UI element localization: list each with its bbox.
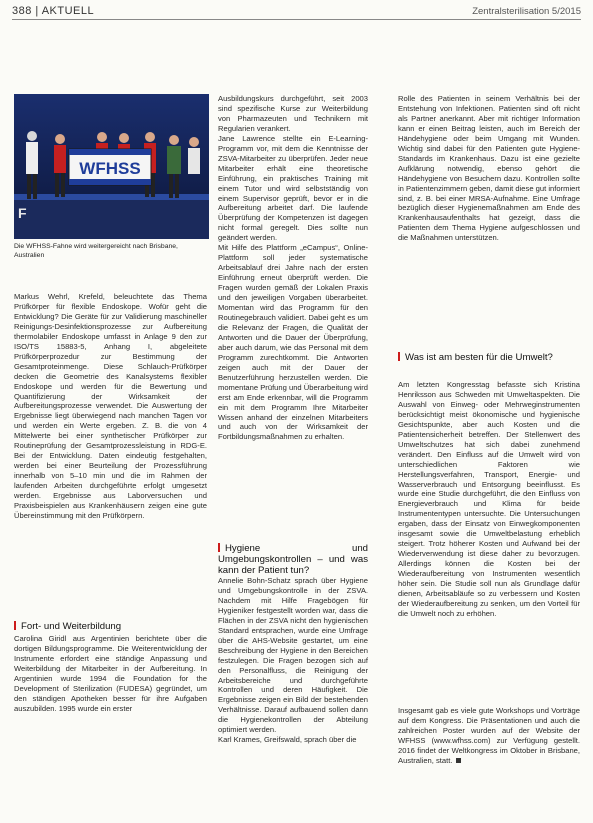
paragraph: Karl Krames, Greifswald, sprach über die [218,735,357,745]
paragraph: Annelie Bohn-Schatz sprach über Hygiene und Umgebungskontrolle in der ZSVA. Nachdem mit Hilfe Fragebögen für Hygieniker festgestellt worden war, dass die Flächen in der ZSVA nicht den hygienischen Standard entsprachen, wurde eine Umfrage über die AHS-Website gestartet, um eine Beschreibung der Hygiene in den Bereichen festzulegen. Die Fragen bezogen sich auf den Personalfluss, die Reinigung der Arbeitsbereiche und durchgeführte Kontrollen und deren Häufigkeit. Die Ergebnisse zeigen ein Bild der bestehenden Verhältnisse. Darauf aufbauend sollen dann die Hygienekontrollen der Abteilung optimiert werden. [218,576,368,735]
end-of-article-mark [456,758,461,763]
column3-text [398,94,580,243]
paragraph: Jane Lawrence stellte ein E-Learning-Programm vor, mit dem die Kenntnisse der ZSVA-Mitarbeiter zu überprüfen. Jeder neue Mitarbeiter erhält eine theoretische Einführung, ein praktisches Training mit einem Tutor und wird selbstständig von einem Supervisor geprüft, bevor er in die Aufbereitung arbeitet darf. Die laufende Überprüfung der Kompetenzen ist dagegen nicht formal geregelt. Dies sollte nun geändert werden. [218,133,368,243]
heading-text: Was ist am besten für die Umwelt? [405,352,553,363]
paragraph: Mit Hilfe des Plattform „eCampus“, Online-Plattform soll jeder systematische Arbeitsablauf drei Jahre nach der ersten Einführung erneut überprüft werden. Die Fragen wurden gemäß der Lokalen Praxis und den jeweiligen Vorgaben überarbeitet. Momentan wird das Programm für den Routinegebrauch validiert. Dabei geht es um die Relevanz der Fragen, die Qualität der Antworten und die Dauer der Überprüfung, aber auch darum, wie das Personal mit dem Programm zurechtkommt. Die Antworten zeigen auch mit der Dauer der Benutzerführung herzustellen werden. Die momentane Prüfung und Überarbeitung wird erst am Ende erkennbar, will die Programm ein mit dem Programm Ihre Mitarbeiter Wissen anhand der einzelnen Mitarbeiters und auch von der Wirksamkeit der Fortbildungsmaßnahmen zu erhalten. [218,243,368,442]
header-divider [12,19,581,20]
heading-text: Hygiene und Umgebungskontrollen – und was kann der Patient tun? [218,543,368,576]
paragraph [398,706,580,766]
section-heading-environment [398,352,580,363]
paragraph: Ausbildungskurs durchgeführt, seit 2003 sind spezifische Kurse zur Weiterbildung von Pharmazeuten und Technikern mit Regularien verankert. [218,94,368,133]
column1-section [14,634,207,714]
section-heading-hygiene [218,543,368,576]
photo-caption: Die WFHSS-Fahne wird weitergereicht nach Brisbane, Australien [14,243,178,259]
heading-accent-bar [218,543,220,552]
paragraph: Am letzten Kongresstag befasste sich Kristina Henriksson aus Schweden mit Umweltaspekten. Die Auswahl von Einweg- oder Mehrweginstrumenten berücksichtigt meist ökonomische und hygienische Gesichtspunkte, aber auch Kosten und die Patientensicherheit betreffen. Der Stellenwert des Umweltschutzes hat sich dabei zunehmend verändert. Den Einfluss auf die Umwelt wird von unterschiedlichen Faktoren wie Herstellungsverfahren, Transport, Energie- und Wasserverbrauch und Entsorgung beeinflusst. Es wurde eine Studie durchgeführt, die den Einfluss von Energieverbrauch und Klima für beide Instrumententypen untersuchte. Die Untersuchungen ergaben, dass der Einsatz von Einwegkomponenten insgesamt sowie die Umweltbelastung erheblich steigert. Trotz höherer Kosten und Aufwand bei der Wiederverwendung ist diese daher zu bevorzugen. Allerdings können die Kosten bei der Wiederaufbereitung von Instrumenten wesentlich höher sein. Die Studie soll nun als Grundlage dafür dienen, Arbeitsabläufe so zu verbessern und Kosten der Wiederaufbereitung zu senken, um den Vorteil für die Umwelt noch zu erhöhen. [398,380,580,618]
heading-accent-bar [14,621,16,630]
column2-text [218,94,368,442]
journal-label: Zentralsterilisation 5/2015 [472,6,581,17]
column2-section [218,576,368,745]
heading-accent-bar [398,352,400,361]
column3-closing [398,706,580,766]
paragraph: Carolina Giridl aus Argentinien berichtete über die dortigen Bildungsprogramme. Die Weiterentwicklung der Instrumente erfordert eine ständige Anpassung und Weiterbildung der Mitarbeiter in der Aufbereitung. In Argentinien wurde 1994 die Foundation for the Development of Sterilization (FUDESA) gegründet, um den ständigen Apotheken besser für ihre Aufgaben auszubilden. 1995 wurde ein erster [14,634,207,713]
event-photo [14,94,209,239]
paragraph: Rolle des Patienten in seinem Verhältnis bei der Entstehung von Infektionen. Patienten sind oft nicht als Partner anerkannt. Aber mit richtiger Information kann er einen Beitrag leisten, auch im Bereich der Händehygiene oder beim Umgang mit Wunden. Wichtig sind dabei für den Patienten gute Hygiene-Standards im Krankenhaus. Dazu ist eine gezielte Aufklärung notwendig, ebenso gehört die Händehygiene von Besuchern dazu. Kontrollen sollte in Patientenzimmern geben, damit diese gut informiert sind, z. B. bei einer MRSA-Aufnahme. Eine Umfrage bezüglich dieser Hygienemaßnahmen am Ende des Krankenhausaufenthalts hat gezeigt, dass die Patienten dem Thema Hygiene aufgeschlossen und die Maßnahmen unterstützen. [398,94,580,243]
photo-illustration [14,94,209,239]
column3-section [398,380,580,619]
banner-text: WFHSS [79,159,141,178]
section-label: 388 | AKTUELL [12,5,95,17]
column1-intro [14,292,207,521]
paragraph: Markus Wehrl, Krefeld, beleuchtete das Thema Prüfkörper für flexible Endoskope. Wofür geht die Entwicklung? Die Geräte für zur Validierung maschineller Reinigungs-Desinfektionsprozesse zur Aufbereitung thermolabiler Endoskope umfasst in Anlage 9 den zur ISO/TS 15883-5, Anhang I, abgeleitete Prüfkörperprozedur zur Bestimmung der Gesamtproteinmenge. Diese Schlauch-Prüfkörper decken die Geometrie des Kanalsystems flexibler Endoskope und werden für die Bewertung und Quantifizierung der Wirksamkeit der Aufbereitungsprozesse verwendet. Die Auswertung der Ergebnisse liegt überwiegend nach manchen Tagen vor und werden ein Werte ergeben. Z. B. die von 4 Mittelwerte bei einer synthetischer Prüfkörper zur Routineprüfung der Gesamtprozessleistung in RDG-E. Bei der Entwicklung. Daten eindeutig festgehalten, werden bei einer Beurteilung der Prozessführung innerhalb von 5–10 min und die im Rahmen der laufenden Arbeiten durchgeführte erfolgt umgesetzt werden. Ergebnisse aus Laborversuchen und Praxisbeispielen aus Krankenhäusern zeigen eine gute Übereinstimmung mit den Prüfkörpern. [14,292,207,520]
heading-text: Fort- und Weiterbildung [21,621,122,632]
closing-text: Insgesamt gab es viele gute Workshops und Vorträge auf dem Kongress. Die Präsentationen und auch die zahlreichen Poster wurden auf der Website der WFHSS (www.wfhss.com) zur Verfügung gestellt. 2016 findet der Weltkongress im Oktober in Brisbane, Australien, statt. [398,706,580,765]
section-heading-training [14,621,207,632]
svg-text:F: F [18,205,27,221]
